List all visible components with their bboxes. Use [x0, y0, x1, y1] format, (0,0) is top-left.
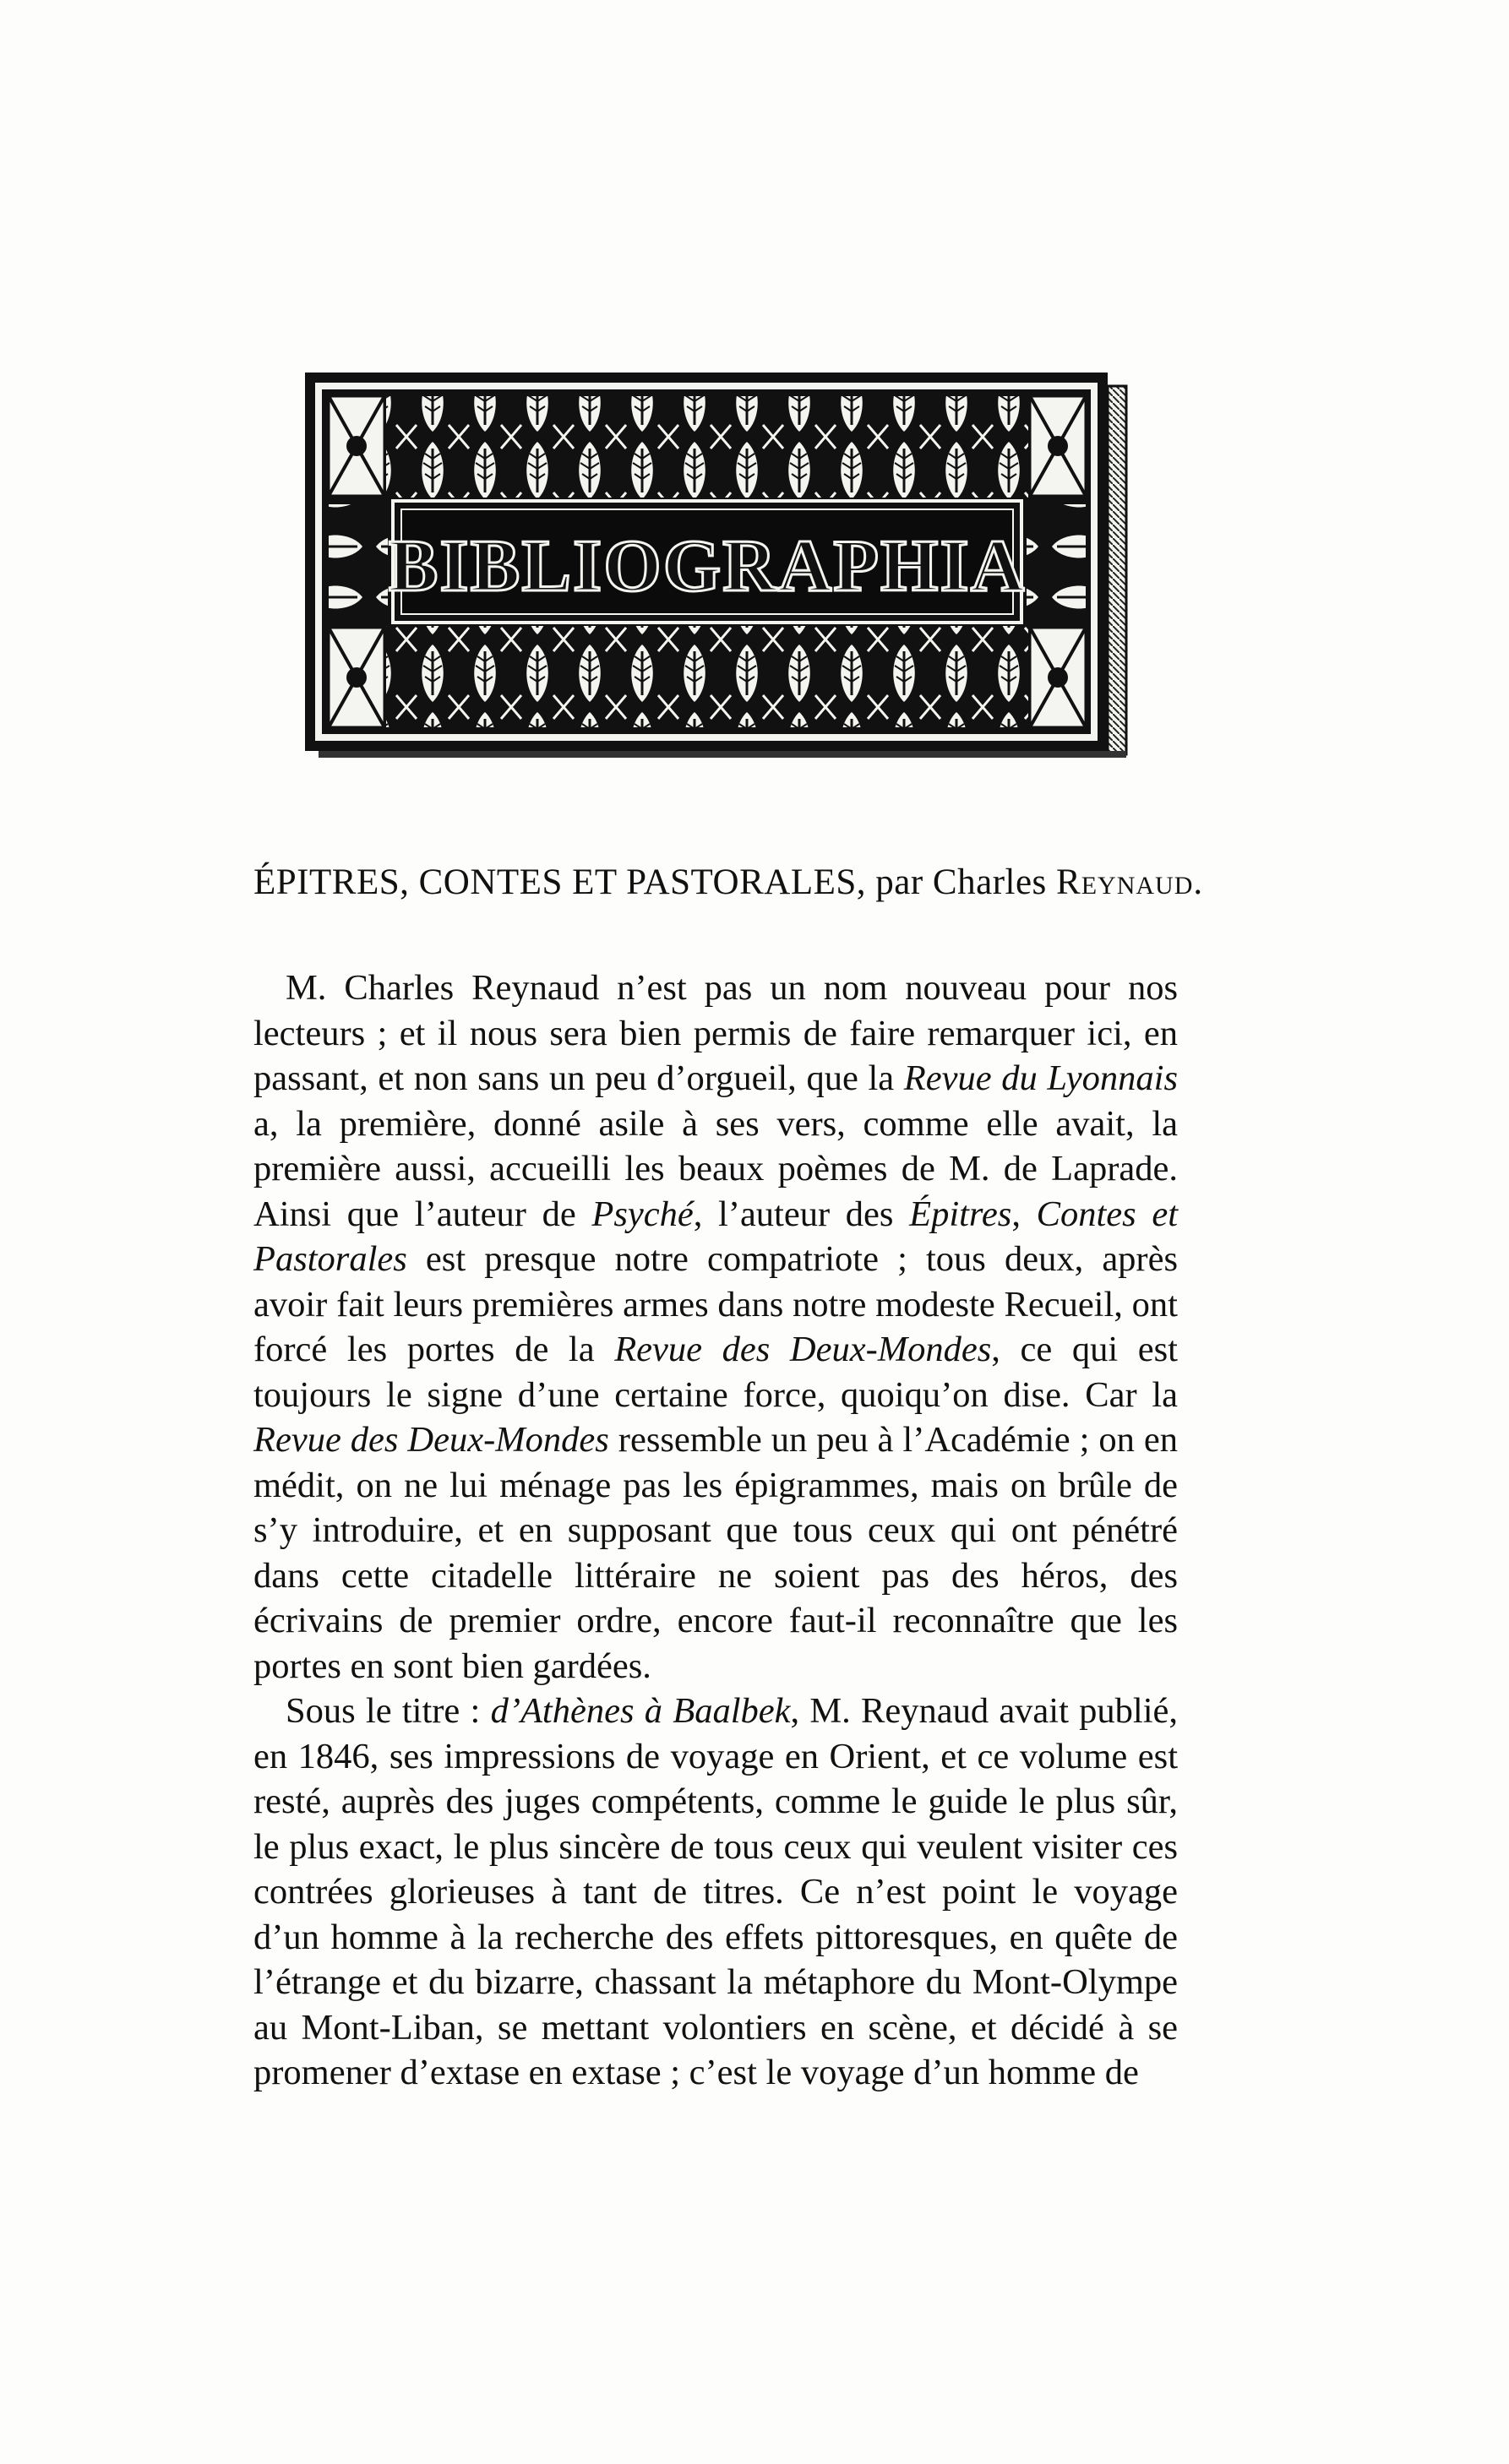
paragraph	[253, 1689, 1178, 2096]
text-run: est presque notre compatriote ; tous deux, après avoir fait leurs premières armes dans notre modeste Recueil, ont forcé les portes de la	[253, 1239, 1178, 1369]
text-run: , l’auteur des	[693, 1194, 910, 1234]
italic-text-run: Épitres	[909, 1194, 1012, 1234]
text-run: , M. Reynaud avait publié, en 1846, ses impressions de voyage en Orient, et ce volume est resté, auprès des juges compétents, comme le guide le plus sûr, le plus exact, le plus sincère de tous ceux qui veulent visiter ces contrées glorieuses à tant de titres. Ce n’est point le voyage d’un homme à la recherche des effets pittoresques, en quête de l’étrange et du bizarre, chassant la métaphore du Mont-Olympe au Mont-Liban, se mettant volontiers en scène, et décidé à se promener d’extase en extase ; c’est le voyage d’un homme de	[253, 1691, 1179, 2092]
text-run: a, la première, donné asile à ses vers, comme elle avait, la première aussi, accueilli les beaux poèmes de M. de Laprade. Ainsi que l’auteur de	[253, 1103, 1178, 1234]
paragraph	[253, 965, 1178, 1689]
text-run: ,	[1011, 1194, 1037, 1234]
text-run: ressemble un peu à l’Académie ; on en médit, on ne lui ménage pas les épigrammes, mais on brûle de s’y introduire, et en supposant que tous ceux qui ont pénétré dans cette citadelle littéraire ne soient pas des héros, des écrivains de premier ordre, encore faut-il reconnaître que les portes en sont bien gardées.	[253, 1420, 1178, 1686]
banner-title: BIBLIOGRAPHIA	[388, 525, 1027, 607]
italic-text-run: Psyché	[591, 1194, 694, 1234]
article-heading-author: Reynaud.	[1056, 862, 1204, 902]
text-run: M. Charles Reynaud n’est pas un nom nouveau pour nos lecteurs ; et il nous sera bien permis de faire remarquer ici, en passant, et non sans un peu d’orgueil, que la	[253, 968, 1178, 1098]
italic-text-run: Revue des Deux-Mondes	[253, 1420, 609, 1460]
italic-text-run: d’Athènes à Baalbek	[490, 1691, 791, 1731]
italic-text-run: Contes et Pastorales	[253, 1194, 1178, 1279]
bibliographia-ornamental-banner	[302, 369, 1130, 759]
text-run: Sous le titre :	[286, 1691, 491, 1731]
gothic-frame-ornament	[302, 369, 1130, 759]
article-body	[253, 965, 1178, 2096]
italic-text-run: Revue du Lyonnais	[903, 1058, 1178, 1098]
italic-text-run: Revue des Deux-Mondes	[614, 1330, 992, 1369]
text-run: , ce qui est toujours le signe d’une certaine force, quoiqu’on dise. Car la	[253, 1330, 1178, 1415]
article-heading	[253, 864, 1234, 900]
article-heading-main: ÉPITRES, CONTES ET PASTORALES, par Charles	[253, 862, 1057, 902]
